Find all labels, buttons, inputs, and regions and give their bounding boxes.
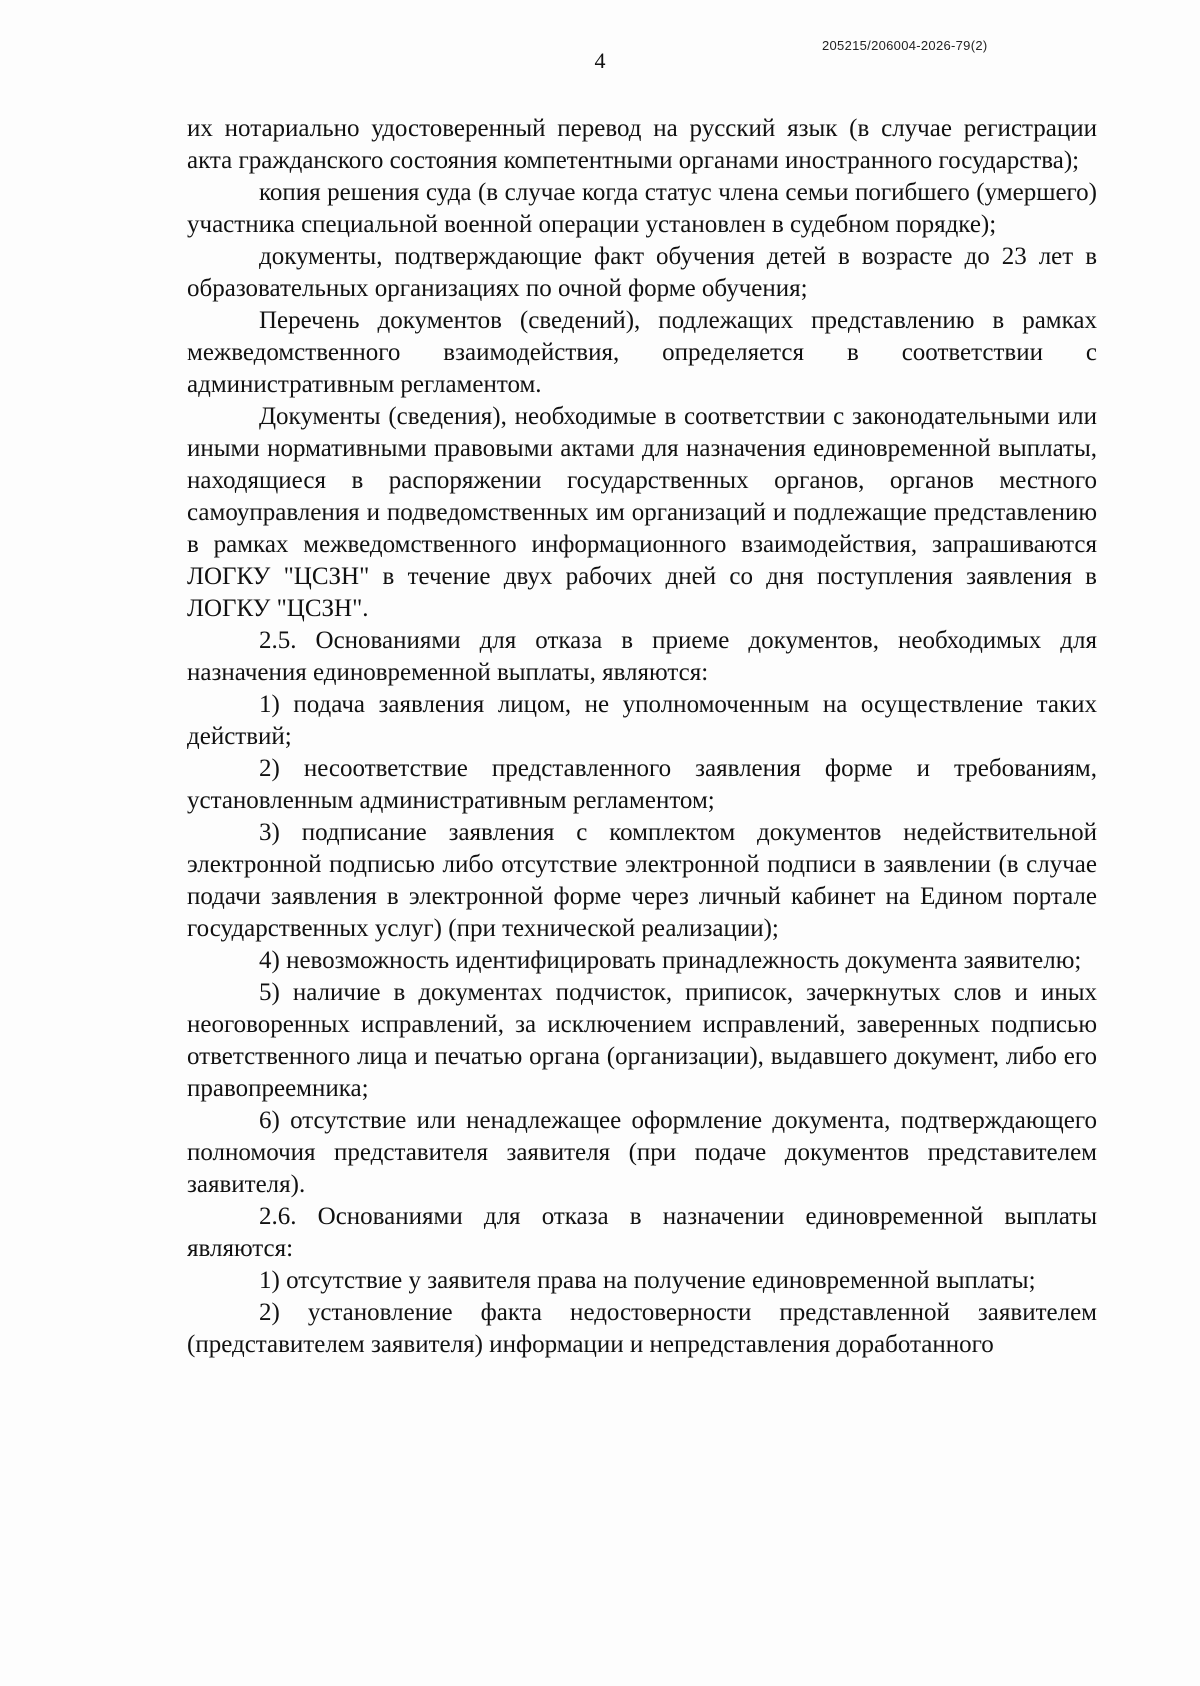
body-text: [187, 113, 1097, 1361]
paragraph: копия решения суда (в случае когда статус члена семьи погибшего (умершего) участника специальной военной операции установлен в судебном порядке);: [187, 179, 1097, 238]
list-item: 1) отсутствие у заявителя права на получение единовременной выплаты;: [259, 1267, 1036, 1294]
paragraph: их нотариально удостоверенный перевод на русский язык (в случае регистрации акта гражданского состояния компетентными органами иностранного государства);: [187, 115, 1097, 174]
list-item: 4) невозможность идентифицировать принадлежность документа заявителю;: [259, 947, 1082, 974]
section-paragraph: 2.6. Основаниями для отказа в назначении единовременной выплаты являются:: [187, 1203, 1097, 1262]
list-item: 1) подача заявления лицом, не уполномоченным на осуществление таких действий;: [187, 691, 1097, 750]
list-item: 2) несоответствие представленного заявления форме и требованиям, установленным административным регламентом;: [187, 755, 1097, 814]
document-code: 205215/206004-2026-79(2): [822, 38, 988, 53]
section-paragraph: 2.5. Основаниями для отказа в приеме документов, необходимых для назначения единовременной выплаты, являются:: [187, 627, 1097, 686]
list-item: 2) установление факта недостоверности представленной заявителем (представителем заявителя) информации и непредставления доработанного: [187, 1299, 1097, 1358]
paragraph: документы, подтверждающие факт обучения детей в возрасте до 23 лет в образовательных организациях по очной форме обучения;: [187, 243, 1097, 302]
list-item: 6) отсутствие или ненадлежащее оформление документа, подтверждающего полномочия представителя заявителя (при подаче документов представителем заявителя).: [187, 1107, 1097, 1198]
list-item: 5) наличие в документах подчисток, приписок, зачеркнутых слов и иных неоговоренных исправлений, за исключением исправлений, заверенных подписью ответственного лица и печатью органа (организации), выдавшего документ, либо его правопреемника;: [187, 979, 1097, 1102]
paragraph: Перечень документов (сведений), подлежащих представлению в рамках межведомственного взаимодействия, определяется в соответствии с административным регламентом.: [187, 307, 1097, 398]
list-item: 3) подписание заявления с комплектом документов недействительной электронной подписью либо отсутствие электронной подписи в заявлении (в случае подачи заявления в электронной форме через личный кабинет на Едином портале государственных услуг) (при технической реализации);: [187, 819, 1097, 942]
page-number: 4: [594, 48, 606, 73]
paragraph: Документы (сведения), необходимые в соответствии с законодательными или иными нормативными правовыми актами для назначения единовременной выплаты, находящиеся в распоряжении государственных органов, органов местного самоуправления и подведомственных им организаций и подлежащие представлению в рамках межведомственного информационного взаимодействия, запрашиваются ЛОГКУ "ЦСЗН" в течение двух рабочих дней со дня поступления заявления в ЛОГКУ "ЦСЗН".: [187, 403, 1097, 622]
